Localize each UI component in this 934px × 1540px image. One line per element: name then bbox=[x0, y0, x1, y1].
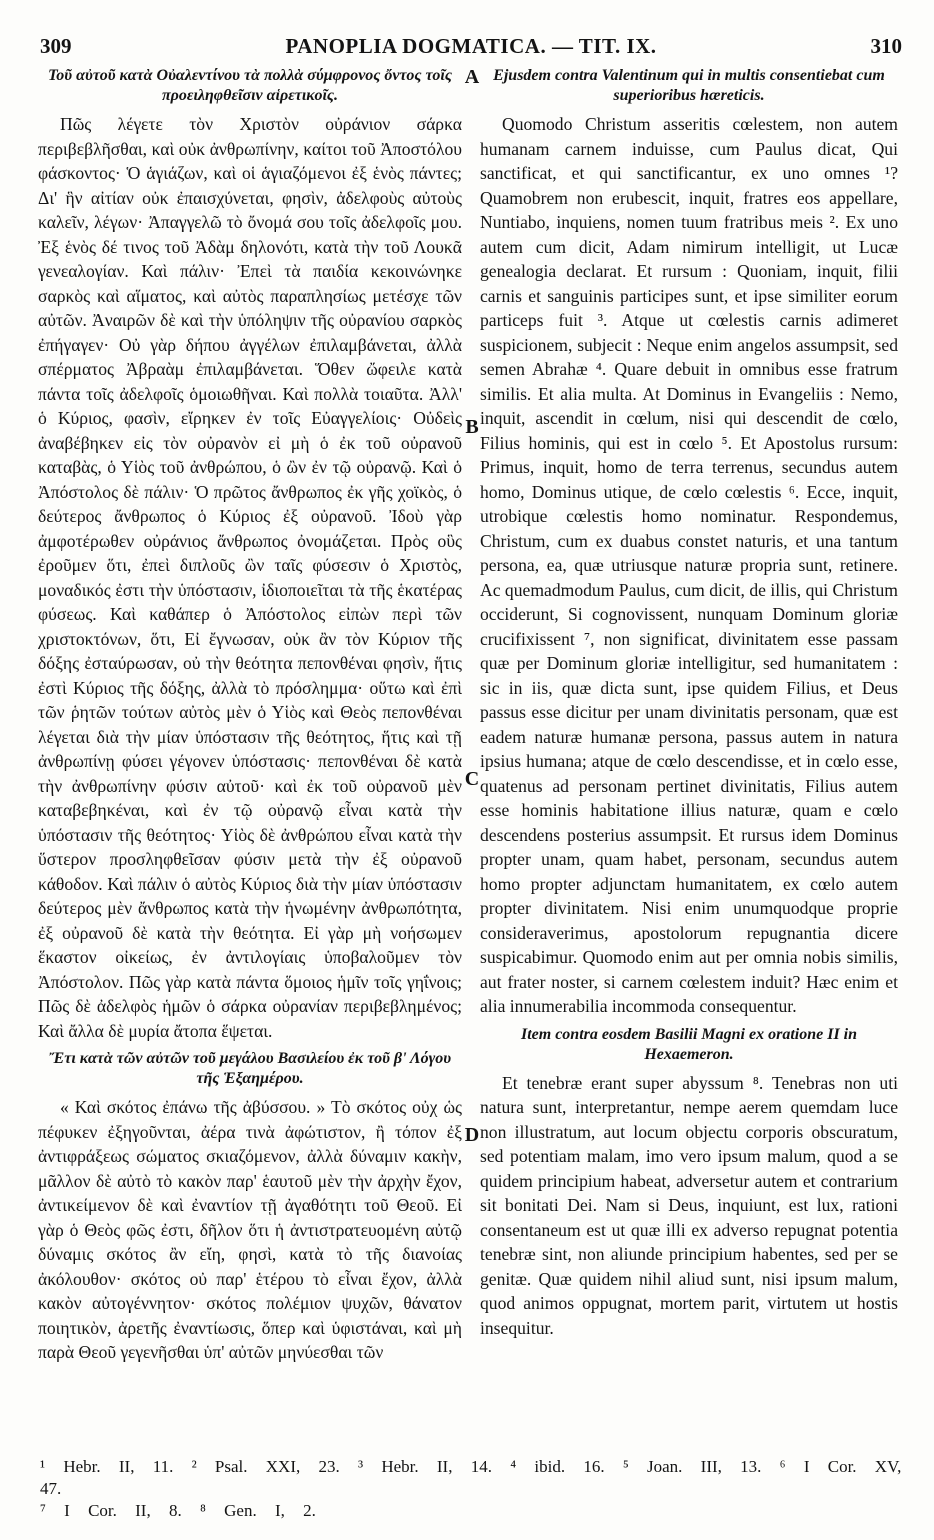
margin-letter-c: C bbox=[464, 768, 480, 790]
greek-column bbox=[38, 66, 462, 1365]
greek-section2-heading: Ἔτι κατὰ τῶν αὐτῶν τοῦ μεγάλου Βασιλείου ἐκ τοῦ β' Λόγου τῆς Ἑξαημέρου. bbox=[48, 1050, 452, 1087]
latin-section2-heading: Item contra eosdem Basilii Magni ex oratione II in Hexaemeron. bbox=[520, 1025, 858, 1063]
greek-section1-heading: Τοῦ αὐτοῦ κατὰ Οὐαλεντίνου τὰ πολλὰ σύμφρονος ὄντος τοῖς προειληφθεῖσιν αἱρετικοῖς. bbox=[47, 67, 452, 104]
page-header bbox=[40, 34, 902, 62]
latin-section1-heading: Ejusdem contra Valentinum qui in multis consentiebat cum superioribus hæreticis. bbox=[493, 67, 885, 104]
footnote-line-2: ⁷ I Cor. II, 8. ⁸ Gen. I, 2. bbox=[40, 1501, 316, 1520]
footnote-line-1: ¹ Hebr. II, 11. ² Psal. XXI, 23. ³ Hebr. II, 14. ⁴ ibid. 16. ⁵ Joan. III, 13. ⁶ I Cor. XV, 47. bbox=[40, 1457, 902, 1498]
margin-letter-d: D bbox=[464, 1124, 480, 1146]
page-number-left: 309 bbox=[40, 34, 72, 58]
greek-section2-text: « Καὶ σκότος ἐπάνω τῆς ἀβύσσου. » Τὸ σκότος οὐχ ὡς πέφυκεν ἐξηγοῦνται, ἀέρα τινὰ ἀφώτιστον, ἢ τόπον ἐξ ἀντιφράξεως σώματος σκιαζόμενον, ἀλλὰ δύναμιν κακὴν, μᾶλλον δὲ αὐτὸ τὸ κακὸν παρ' ἑαυτοῦ μὲν τὴν ἀρχὴν ἔχον, ἀντικείμενον δὲ καὶ ἐναντίον τῇ ἀγαθότητι τοῦ Θεοῦ. Εἰ γὰρ ὁ Θεὸς φῶς ἐστι, δῆλον ὅτι ἡ ἀντιστρατευομένη αὐτῷ δύναμις σκότος ἂν εἴη, φησὶ, κατὰ τὸ τῆς διανοίας ἀκόλουθον· σκότος οὐ παρ' ἑτέρου τὸ εἶναι ἔχον, ἀλλὰ κακὸν αὐτογέννητον· σκότος πολέμιον ψυχῶν, θάνατον ποιητικὸν, ἀρετῆς ἐναντίωσις, ὅπερ καὶ ὑφιστάναι, καὶ μὴ παρὰ Θεοῦ γεγενῆσθαι ὑπ' αὐτῶν μηνύεσθαι τῶν bbox=[38, 1097, 462, 1362]
latin-section2-text: Et tenebræ erant super abyssum ⁸. Tenebras non uti natura sunt, interpretantur, nempe aerem quemdam luce non illustratum, aut locum objectu corporis obscuratum, sed potentiam malam, imo vero ipsum malum, quod a se quidem principium habeat, adversetur autem et contrarium sit bonitati Dei. Nam si Deus, inquiunt, est lux, rationi consentaneum est ut quæ illi ex adverso repugnat potentia tenebræ sint, non aliunde principium habentes, sed per se genitæ. Quæ quidem nihil aliud sunt, nisi ipsum malum, quod animos oppugnat, mortem parit, virtutem ut hostis insequitur. bbox=[480, 1072, 898, 1338]
margin-letter-a: A bbox=[464, 66, 480, 88]
running-title: PANOPLIA DOGMATICA. — TIT. IX. bbox=[285, 34, 657, 58]
greek-section1-text: Πῶς λέγετε τὸν Χριστὸν οὐράνιον σάρκα περιβεβλῆσθαι, καὶ οὐκ ἀνθρωπίνην, καίτοι τοῦ Ἀποστόλου φάσκοντος· Ὁ ἁγιάζων, καὶ οἱ ἁγιαζόμενοι ἐξ ἑνὸς πάντες; Δι' ἣν αἰτίαν οὐκ ἐπαισχύνεται, φησὶν, ἀδελφοὺς αὐτοὺς καλεῖν, λέγων· Ἀπαγγελῶ τὸ ὄνομά σου τοῖς ἀδελφοῖς μου. Ἐξ ἑνὸς δέ τινος τοῦ Ἀδὰμ δηλονότι, κατὰ τὴν τοῦ Λουκᾶ γενεαλογίαν. Καὶ πάλιν· Ἐπεὶ τὰ παιδία κεκοινώνηκε σαρκὸς καὶ αἵματος, καὶ αὐτὸς παραπλησίως μετέσχε τῶν αὐτῶν. Ἀναιρῶν δὲ καὶ τὴν ὑπόληψιν τῆς οὐρανίου σαρκὸς ἐπήγαγεν· Οὐ γὰρ δήπου ἀγγέλων ἐπιλαμβάνεται, ἀλλὰ σπέρματος Ἀβραὰμ ἐπιλαμβάνεται. Ὅθεν ὤφειλε κατὰ πάντα τοῖς ἀδελφοῖς ὁμοιωθῆναι. Καὶ πολλὰ τοιαῦτα. Ἀλλ' ὁ Κύριος, φασὶν, εἴρηκεν ἐν τοῖς Εὐαγγελίοις· Οὐδεὶς ἀναβέβηκεν εἰς τὸν οὐρανὸν εἰ μὴ ὁ ἐκ τοῦ οὐρανοῦ καταβὰς, ὁ Υἱὸς τοῦ ἀνθρώπου, ὁ ὢν ἐν τῷ οὐρανῷ. Καὶ ὁ Ἀπόστολος δὲ πάλιν· Ὁ πρῶτος ἄνθρωπος ἐκ γῆς χοϊκὸς, ὁ δεύτερος ἄνθρωπος ὁ Κύριος ἐξ οὐρανοῦ. Ἰδοὺ γὰρ ἀμφοτέρωθεν οὐράνιος ἄνθρωπος ὀνομάζεται. Πρὸς οὓς ἐροῦμεν ὅτι, ἐπεὶ διπλοῦς ὢν ταῖς φύσεσιν ὁ Χριστὸς, μοναδικός ἐστι τὴν ὑπόστασιν, ἰδιοποιεῖται τὰ τῆς ἑκατέρας φύσεως. Καὶ καθάπερ ὁ Ἀπόστολος εἰπὼν περὶ τῶν χριστοκτόνων, ὅτι, Εἰ ἔγνωσαν, οὐκ ἂν τὸν Κύριον τῆς δόξης ἐσταύρωσαν, οὐ τὴν θεότητα πεπονθέναι φησὶν, ἥτις ἐστὶ Κύριος τῆς δόξης, ἀλλὰ τὸ πρόσλημμα· οὕτω καὶ ἐπὶ τῶν ῥητῶν τούτων αὐτὸς μὲν ὁ Υἱὸς καὶ Θεὸς πεπονθέναι λέγεται διὰ τὴν μίαν ὑπόστασιν τῆς θεότητος, ἥτις καὶ τῇ ἀνθρωπίνῃ φύσει γέγονεν ὑπόστασις· πεπονθέναι δὲ κατὰ τὴν ἀνθρωπίνην φύσιν αὐτοῦ· καὶ ἐκ τοῦ οὐρανοῦ μὲν καταβεβηκέναι, καὶ ἐν τῷ οὐρανῷ εἶναι κατὰ τὴν ὑπόστασιν τῆς θεότητος· Υἱὸς δὲ ἀνθρώπου εἶναι κατὰ τὴν ὕστερον προσληφθεῖσαν φύσιν μετὰ τὴν ἐξ οὐρανοῦ κάθοδον. Καὶ πάλιν ὁ αὐτὸς Κύριος διὰ τὴν μίαν ὑπόστασιν δεύτερος μὲν ἄνθρωπος κατὰ τὴν ἡνωμένην ἀνθρωπότητα, ἐξ οὐρανοῦ δὲ κατὰ τὴν θεότητα. Εἰ γὰρ μὴ νοήσωμεν ἕκαστον οἰκείως, ἐν ἀντιλογίαις ὑποβαλοῦμεν τὸν Ἀπόστολον. Πῶς γὰρ κατὰ πάντα ὅμοιος ἡμῖν τοῖς γηΐνοις; Πῶς δὲ ἀδελφὸς ἡμῶν ὁ σάρκα οὐρανίαν περιβεβλημένος; Καὶ ἄλλα δὲ μυρία ἄτοπα ἕψεται. bbox=[38, 114, 462, 1041]
footnotes bbox=[40, 1456, 902, 1522]
latin-section1-text: Quomodo Christum asseritis cœlestem, non autem humanam carnem induisse, cum Paulus dicat, Qui sanctificat, et qui sanctificantur, ex uno omnes ¹? Quamobrem non erubescit, inquit, fratres eos appellare, Nuntiabo, inquiens, nomen tuum fratribus meis ². Ex uno autem cum dicit, Adam nimirum intelligit, ut Lucæ genealogia declarat. Et rursum : Quoniam, inquit, filii carnis et sanguinis participes sunt, et ipse similiter eorum particeps fuit ³. Atque ut cœlestis carnis adimeret suspicionem, subjecit : Neque enim angelos assumpsit, sed semen Abrahæ ⁴. Quare debuit in omnibus esse fratrum similis. Et alia multa. At Dominus in Evangeliis : Nemo, inquit, ascendit in cœlum, nisi qui descendit de cœlo, Filius hominis, qui est in cœlo ⁵. Et Apostolus rursum: Primus, inquit, homo de terra terrenus, secundus autem homo, Dominus utique, de cœlo cœlestis ⁶. Ecce, inquit, utrobique cœlestis homo nominatur. Respondemus, Christum, cum ex duabus constet naturis, et una tantum persona, ea, quæ utriusque naturæ propria sunt, retinere. Ac quemadmodum Paulus, cum dicit, de illis, qui Christum occiderunt, Si cognovissent, nunquam Dominum gloriæ crucifixissent ⁷, non significat, divinitatem esse passam quæ per Dominum gloriæ intelligitur, sed humanitatem : sic in iis, quæ dicta sunt, ipse quidem Filius, et Deus passus esse dicitur per unam divinitatis personam, quæ est eadem naturæ humanæ persona, passus autem in natura ipsius humana; atque de cœlo descendisse, et in cœlo esse, quatenus ad personam pertinet divinitatis, Filius autem esse hominis habitatione illius naturæ, quam e cœlo descendens posterius assumpsit. Et rursus idem Dominus propter unam, quam habet, personam, secundus autem homo propter adjunctam humanitatem, ex cœlo autem propter divinitatem. Nisi enim unumquodque proprie consideraverimus, apostolorum repugnantia dicere suspicabimur. Quomodo enim aut per omnia nobis similis, aut frater noster, si carnem cœlestem induit? Hæc enim et alia innumerabilia incommoda consequentur. bbox=[480, 114, 898, 1016]
page-number-right: 310 bbox=[870, 34, 902, 58]
margin-letter-b: B bbox=[465, 416, 479, 438]
latin-column bbox=[480, 66, 898, 1340]
